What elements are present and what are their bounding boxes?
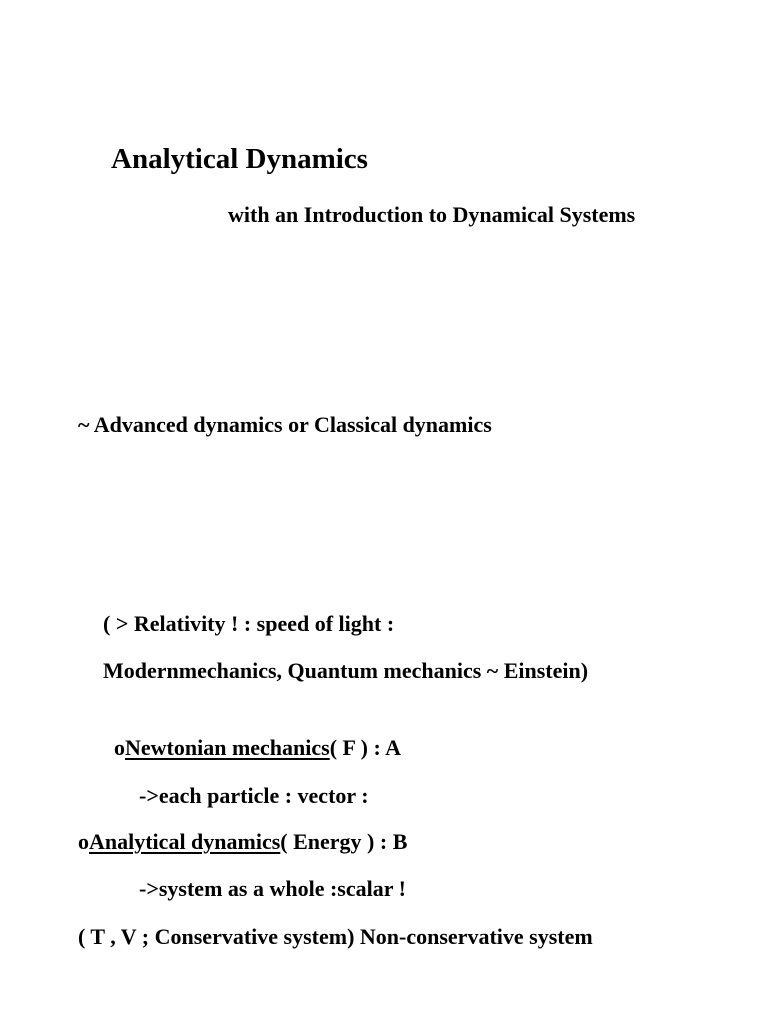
newtonian-mechanics-detail: ( F ) : A xyxy=(329,735,401,760)
relativity-line: ( > Relativity ! : speed of light : xyxy=(103,611,395,636)
modern-mechanics-line: Modernmechanics, Quantum mechanics ~ Einstein) xyxy=(103,658,589,683)
bullet: o xyxy=(114,735,125,760)
bullet: o xyxy=(78,829,89,854)
analytical-dynamics-detail: ( Energy ) : B xyxy=(280,829,408,854)
document-title: Analytical Dynamics xyxy=(111,143,368,175)
newtonian-mechanics-line xyxy=(114,737,401,759)
each-particle-line: ->each particle : vector : xyxy=(139,783,369,808)
newtonian-mechanics-term: Newtonian mechanics xyxy=(125,735,330,760)
system-as-whole-line: ->system as a whole :scalar ! xyxy=(139,876,406,901)
conservative-system-line: ( T , V ; Conservative system) Non-conservative system xyxy=(78,924,593,949)
analytical-dynamics-term: Analytical dynamics xyxy=(89,829,281,854)
advanced-dynamics-line: ~ Advanced dynamics or Classical dynamics xyxy=(78,412,492,437)
document-subtitle: with an Introduction to Dynamical Systems xyxy=(228,202,636,227)
analytical-dynamics-line xyxy=(78,831,407,853)
